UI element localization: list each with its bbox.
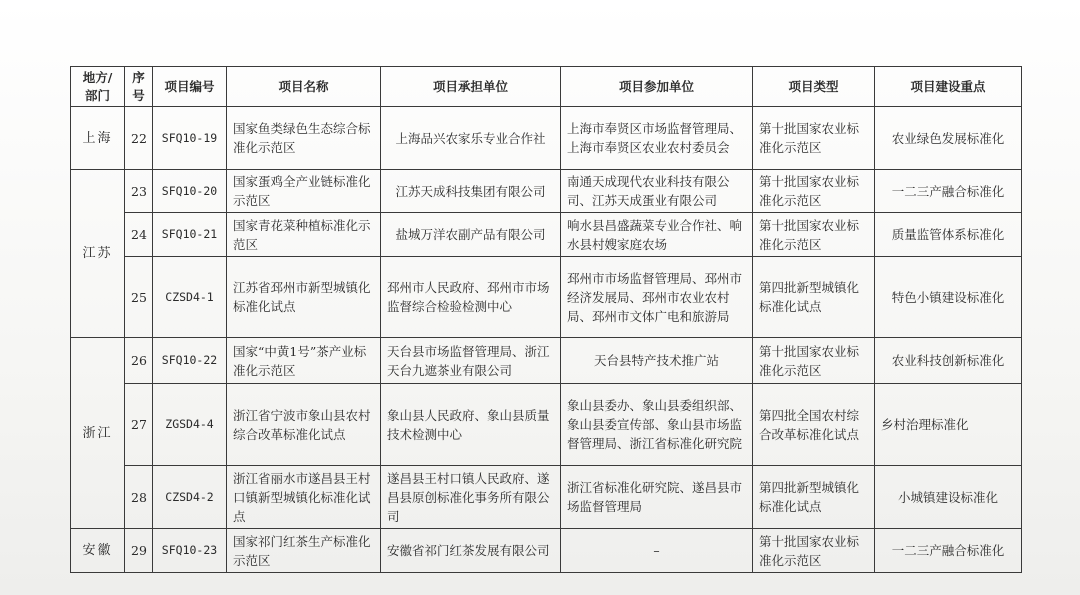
row-focus: 小城镇建设标准化 (875, 466, 1022, 529)
row-undertaker: 安徽省祁门红茶发展有限公司 (381, 529, 561, 573)
row-seq: 22 (125, 107, 153, 170)
row-participants: 邳州市市场监督管理局、邳州市经济发展局、邳州市农业农村局、邳州市文体广电和旅游局 (561, 257, 753, 338)
row-participants: 天台县特产技术推广站 (561, 338, 753, 384)
row-name: 国家“中黄1号”茶产业标准化示范区 (227, 338, 381, 384)
row-undertaker: 遂昌县王村口镇人民政府、遂昌县原创标准化事务所有限公司 (381, 466, 561, 529)
row-code: CZSD4-2 (153, 466, 227, 529)
row-type: 第十批国家农业标准化示范区 (753, 338, 875, 384)
table-row (71, 529, 1022, 573)
project-table (70, 66, 1022, 573)
region-jiangsu: 江苏 (71, 170, 125, 338)
row-code: CZSD4-1 (153, 257, 227, 338)
table-row (71, 170, 1022, 213)
header-type: 项目类型 (753, 67, 875, 107)
region-anhui: 安徽 (71, 529, 125, 573)
header-name: 项目名称 (227, 67, 381, 107)
table-row (71, 257, 1022, 338)
row-focus: 农业科技创新标准化 (875, 338, 1022, 384)
row-undertaker: 盐城万洋农副产品有限公司 (381, 213, 561, 257)
row-name: 国家青花菜种植标准化示范区 (227, 213, 381, 257)
row-participants: 浙江省标准化研究院、遂昌县市场监督管理局 (561, 466, 753, 529)
row-undertaker: 上海品兴农家乐专业合作社 (381, 107, 561, 170)
row-type: 第十批国家农业标准化示范区 (753, 213, 875, 257)
header-focus: 项目建设重点 (875, 67, 1022, 107)
row-name: 浙江省宁波市象山县农村综合改革标准化试点 (227, 384, 381, 466)
row-code: SFQ10-22 (153, 338, 227, 384)
row-seq: 23 (125, 170, 153, 213)
row-participants: 南通天成现代农业科技有限公司、江苏天成蛋业有限公司 (561, 170, 753, 213)
row-focus: 特色小镇建设标准化 (875, 257, 1022, 338)
region-zhejiang: 浙江 (71, 338, 125, 529)
row-focus: 质量监管体系标准化 (875, 213, 1022, 257)
row-type: 第四批新型城镇化标准化试点 (753, 257, 875, 338)
row-focus: 一二三产融合标准化 (875, 170, 1022, 213)
table-row (71, 384, 1022, 466)
row-type: 第四批全国农村综合改革标准化试点 (753, 384, 875, 466)
row-seq: 29 (125, 529, 153, 573)
header-code: 项目编号 (153, 67, 227, 107)
header-region: 地方/部门 (71, 67, 125, 107)
row-focus: 一二三产融合标准化 (875, 529, 1022, 573)
row-undertaker: 江苏天成科技集团有限公司 (381, 170, 561, 213)
row-type: 第四批新型城镇化标准化试点 (753, 466, 875, 529)
row-seq: 28 (125, 466, 153, 529)
row-undertaker: 天台县市场监督管理局、浙江天台九遮茶业有限公司 (381, 338, 561, 384)
row-code: SFQ10-19 (153, 107, 227, 170)
row-code: SFQ10-23 (153, 529, 227, 573)
header-row (71, 67, 1022, 107)
table-row (71, 213, 1022, 257)
row-type: 第十批国家农业标准化示范区 (753, 170, 875, 213)
header-participants: 项目参加单位 (561, 67, 753, 107)
region-shanghai: 上海 (71, 107, 125, 170)
row-name: 江苏省邳州市新型城镇化标准化试点 (227, 257, 381, 338)
header-seq: 序号 (125, 67, 153, 107)
row-seq: 27 (125, 384, 153, 466)
row-type: 第十批国家农业标准化示范区 (753, 107, 875, 170)
row-undertaker: 邳州市人民政府、邳州市市场监督综合检验检测中心 (381, 257, 561, 338)
table-row (71, 338, 1022, 384)
row-participants: 上海市奉贤区市场监督管理局、上海市奉贤区农业农村委员会 (561, 107, 753, 170)
header-undertaker: 项目承担单位 (381, 67, 561, 107)
row-seq: 25 (125, 257, 153, 338)
row-focus: 农业绿色发展标准化 (875, 107, 1022, 170)
table-row (71, 107, 1022, 170)
row-participants: – (561, 529, 753, 573)
row-code: ZGSD4-4 (153, 384, 227, 466)
row-type: 第十批国家农业标准化示范区 (753, 529, 875, 573)
row-name: 国家蛋鸡全产业链标准化示范区 (227, 170, 381, 213)
row-undertaker: 象山县人民政府、象山县质量技术检测中心 (381, 384, 561, 466)
row-code: SFQ10-20 (153, 170, 227, 213)
row-code: SFQ10-21 (153, 213, 227, 257)
row-seq: 24 (125, 213, 153, 257)
table-row (71, 466, 1022, 529)
row-name: 国家祁门红茶生产标准化示范区 (227, 529, 381, 573)
row-focus: 乡村治理标准化 (875, 384, 1022, 466)
row-participants: 象山县委办、象山县委组织部、象山县委宣传部、象山县市场监督管理局、浙江省标准化研究院 (561, 384, 753, 466)
row-name: 国家鱼类绿色生态综合标准化示范区 (227, 107, 381, 170)
row-seq: 26 (125, 338, 153, 384)
row-participants: 响水县昌盛蔬菜专业合作社、响水县村嫂家庭农场 (561, 213, 753, 257)
row-name: 浙江省丽水市遂昌县王村口镇新型城镇化标准化试点 (227, 466, 381, 529)
